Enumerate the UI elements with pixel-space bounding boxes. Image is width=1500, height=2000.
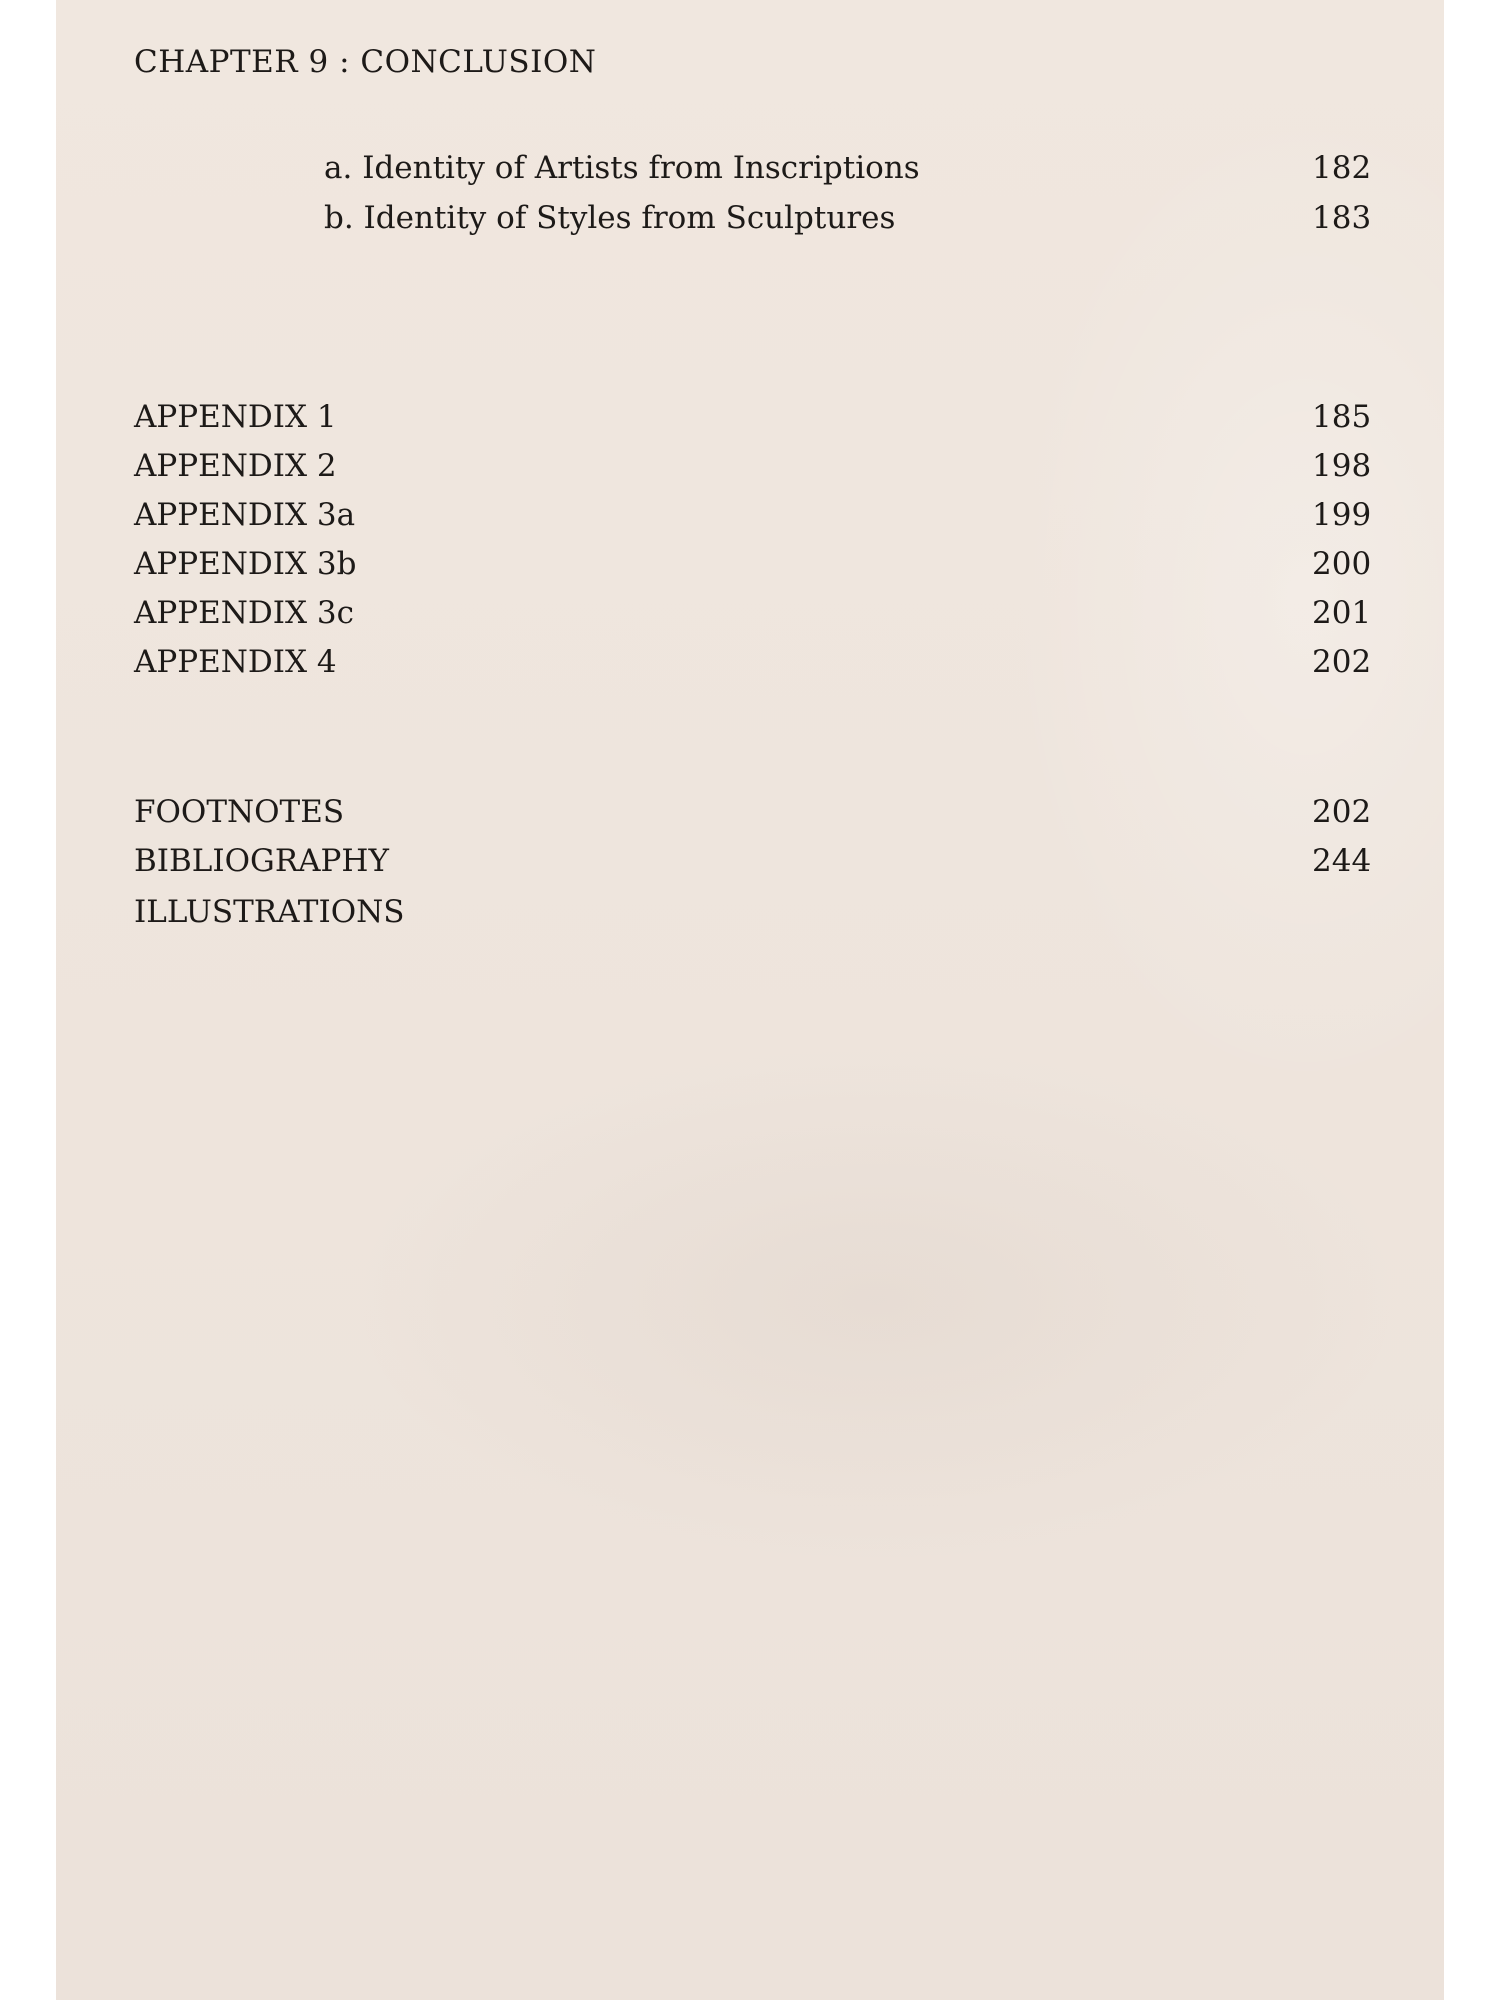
toc-entry-label: b. Identity of Styles from Sculptures (324, 200, 896, 236)
toc-entry-subsection (324, 198, 1444, 238)
toc-entry-label: APPENDIX 3a (134, 497, 356, 533)
toc-entry-page: 182 (1312, 150, 1372, 186)
toc-entry-subsection (324, 148, 1444, 188)
toc-entry-label: FOOTNOTES (134, 794, 345, 830)
toc-entry-back-matter (134, 792, 1434, 832)
toc-entry-label: APPENDIX 3c (134, 595, 354, 631)
toc-entry-appendix (134, 446, 1434, 486)
toc-entry-page: 185 (1312, 399, 1372, 435)
toc-entry-label: APPENDIX 1 (134, 399, 337, 435)
toc-entry-label: a. Identity of Artists from Inscriptions (324, 150, 920, 186)
toc-entry-page: 200 (1312, 546, 1372, 582)
toc-entry-page: 202 (1312, 794, 1372, 830)
toc-entry-label: APPENDIX 3b (134, 546, 357, 582)
toc-entry-appendix (134, 544, 1434, 584)
toc-entry-page: 201 (1312, 595, 1372, 631)
toc-entry-appendix (134, 593, 1434, 633)
toc-entry-page: 183 (1312, 200, 1372, 236)
toc-entry-back-matter (134, 892, 1434, 932)
toc-entry-page: 244 (1312, 843, 1372, 879)
book-page (56, 0, 1444, 2000)
toc-entry-back-matter (134, 841, 1434, 881)
toc-entry-label: APPENDIX 2 (134, 448, 337, 484)
toc-entry-label: APPENDIX 4 (134, 644, 337, 680)
toc-entry-page: 199 (1312, 497, 1372, 533)
toc-entry-label: ILLUSTRATIONS (134, 894, 405, 930)
toc-entry-page: 198 (1312, 448, 1372, 484)
toc-entry-page: 202 (1312, 644, 1372, 680)
toc-entry-appendix (134, 642, 1434, 682)
toc-entry-appendix (134, 495, 1434, 535)
chapter-heading: CHAPTER 9 : CONCLUSION (134, 44, 597, 80)
toc-entry-label: BIBLIOGRAPHY (134, 843, 389, 879)
toc-entry-appendix (134, 397, 1434, 437)
